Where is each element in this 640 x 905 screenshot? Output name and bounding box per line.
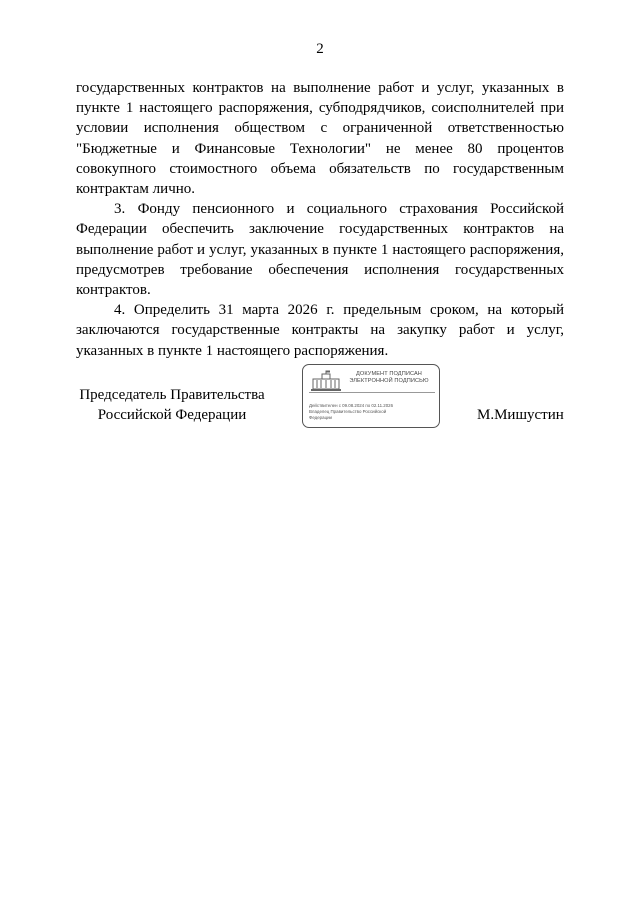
signer-title-line-1: Председатель Правительства [79, 387, 265, 403]
paragraph-continuation: государственных контрактов на выполнение работ и услуг, указанных в пункте 1 настоящего распоряжения, субподрядчиков, соисполнителей при условии исполнения обществом с ограниченной ответственностью "Бюджетные и Финансовые Технологии" не менее 80 процентов совокупного стоимостного объема обязательств по государственным контрактам лично. [76, 80, 564, 198]
government-building-icon [309, 370, 343, 392]
stamp-title [343, 371, 435, 385]
signer-name: М.Мишустин [477, 407, 564, 423]
document-body [76, 78, 564, 361]
stamp-validity: Действителен с 09.08.2024 по 02.11.2026 [309, 403, 394, 408]
signer-title [78, 385, 266, 425]
stamp-title-line-2: ЭЛЕКТРОННОЙ ПОДПИСЬЮ [349, 378, 429, 384]
stamp-title-line-1: ДОКУМЕНТ ПОДПИСАН [356, 371, 422, 377]
page-number: 2 [316, 41, 324, 57]
stamp-divider [309, 392, 435, 393]
paragraph-item-4: 4. Определить 31 марта 2026 г. предельным сроком, на который заключаются государственные контракты на закупку работ и услуг, указанных в пункте 1 настоящего распоряжения. [76, 302, 564, 359]
stamp-owner-line-1: Владелец Правительство Российской [309, 409, 387, 414]
paragraph-item-3: 3. Фонду пенсионного и социального страхования Российской Федерации обеспечить заключение государственных контрактов на выполнение работ и услуг, указанных в пункте 1 настоящего распоряжения, предусмотрев требование обеспечения исполнения государственных контрактов. [76, 201, 564, 299]
signer-title-line-2: Российской Федерации [97, 407, 247, 423]
stamp-owner-line-2: Федерации [309, 415, 332, 420]
electronic-signature-stamp [302, 364, 440, 428]
